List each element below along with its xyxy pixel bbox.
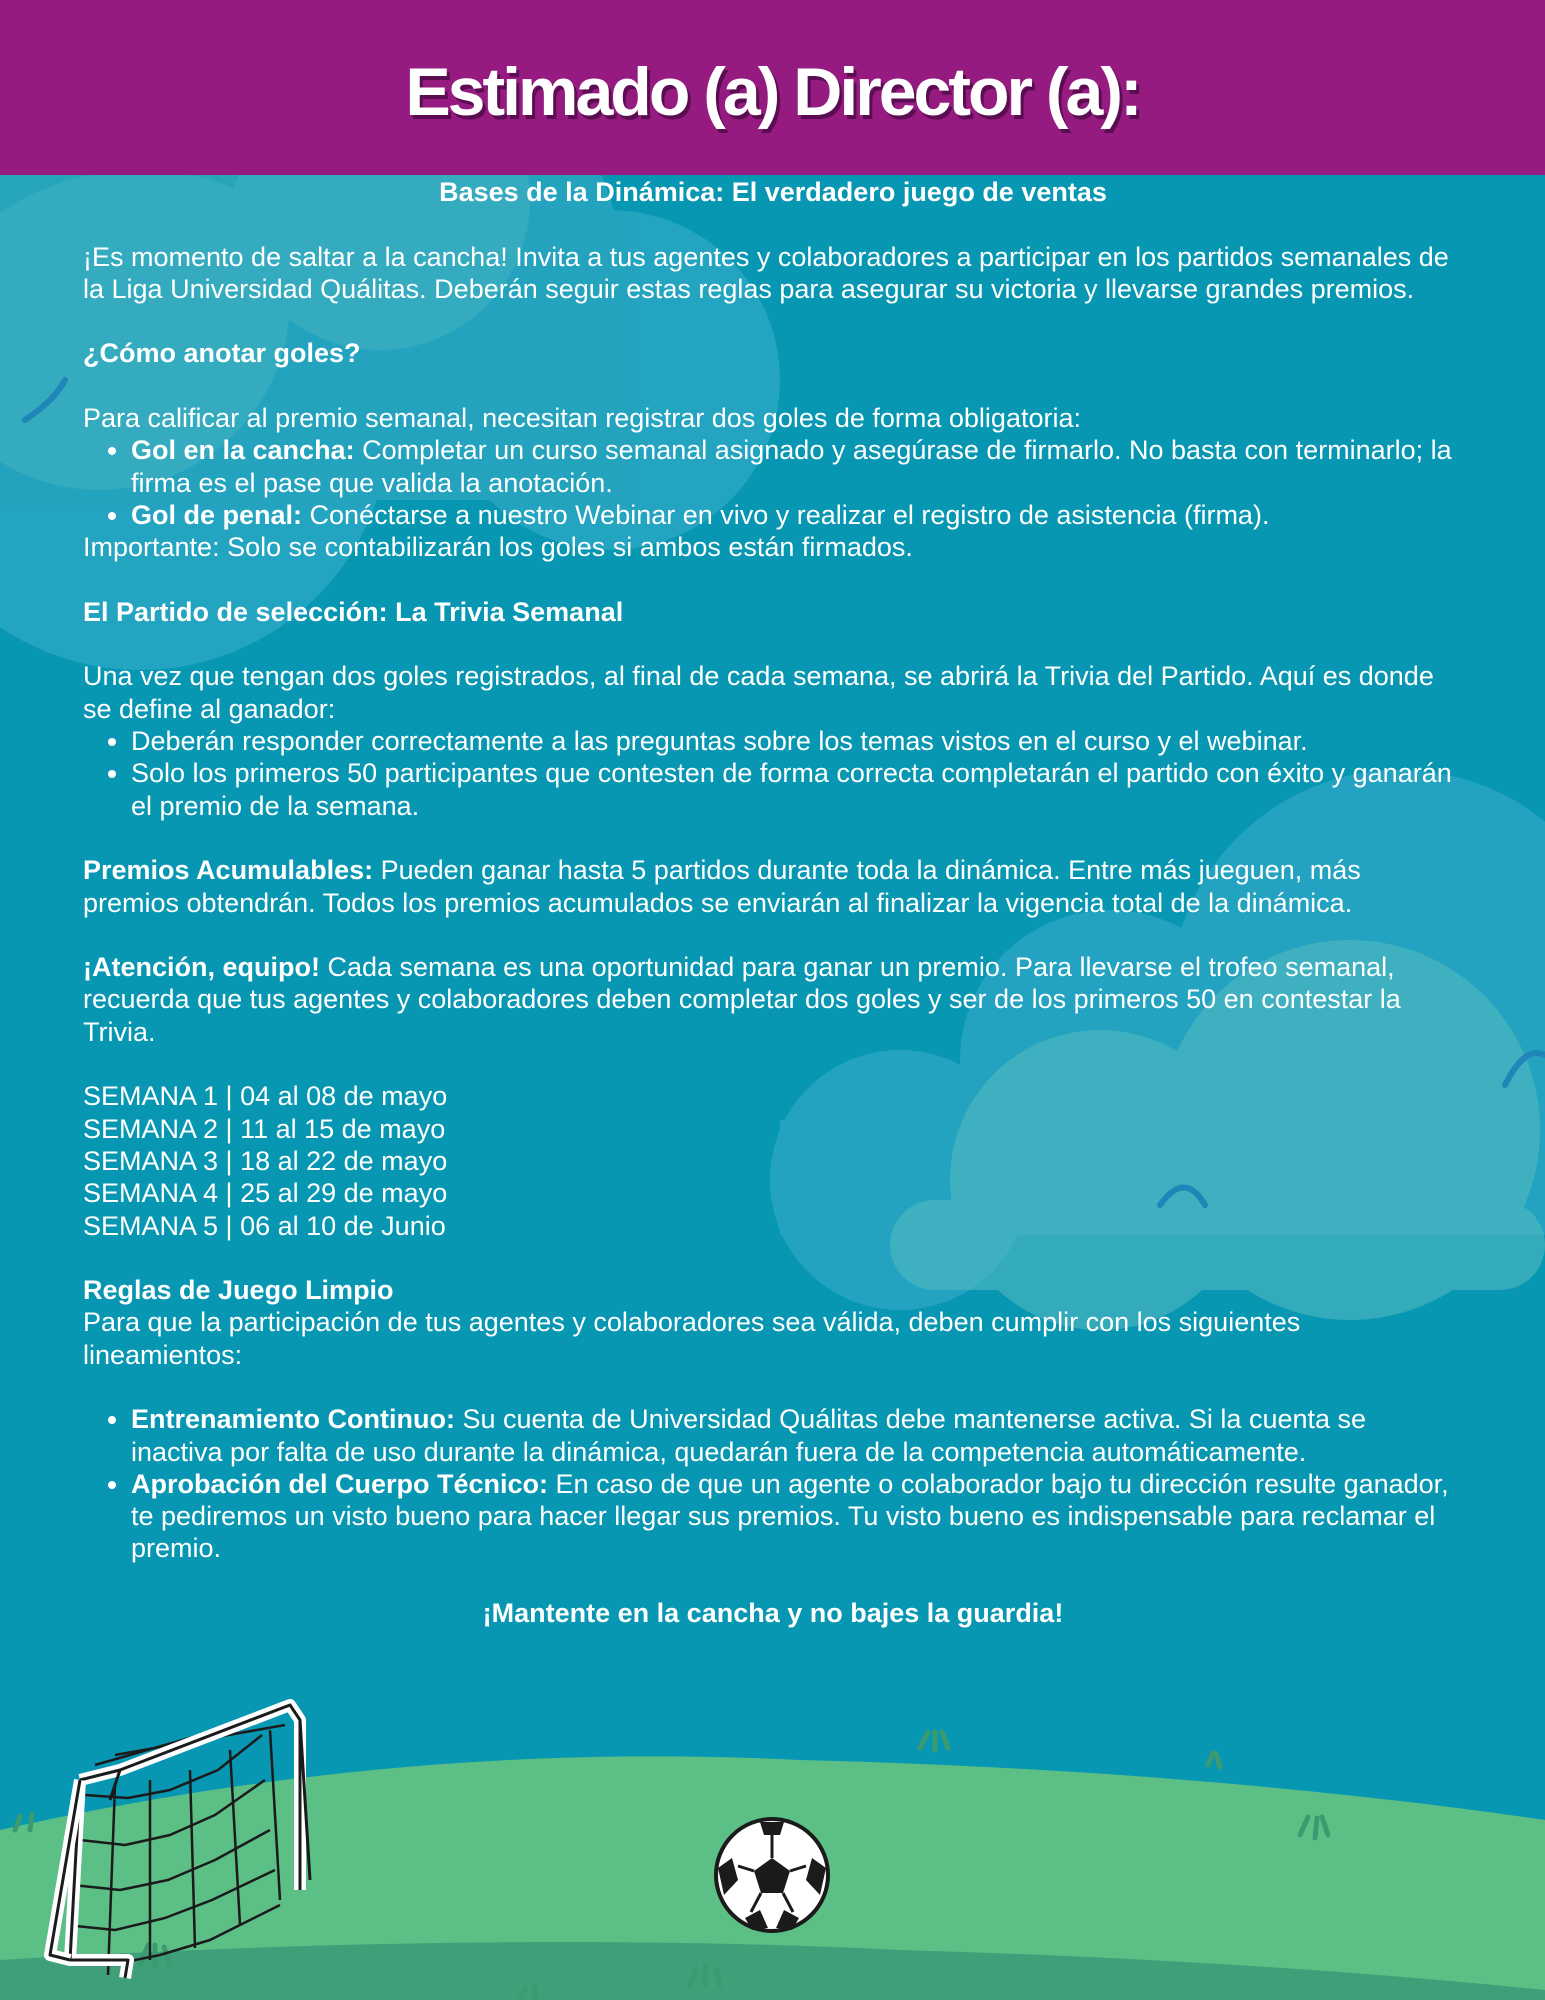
list-item: • Deberán responder correctamente a las preguntas sobre los temas vistos en el curso y el webinar. (131, 725, 1463, 757)
closing-message: ¡Mantente en la cancha y no bajes la guardia! (482, 1598, 1064, 1629)
list-item: • Aprobación del Cuerpo Técnico: En caso de que un agente o colaborador bajo tu dirección resulte ganador, te pediremos un visto bueno para hacer llegar sus premios. Tu visto bueno es indispensable para reclamar el premio. (131, 1468, 1463, 1565)
header-banner (0, 0, 1545, 175)
rules-heading: Reglas de Juego Limpio (83, 1275, 394, 1306)
rules-list (83, 1403, 1463, 1564)
prizes-paragraph: Premios Acumulables: Pueden ganar hasta 5 partidos durante toda la dinámica. Entre más jueguen, más premios obtendrán. Todos los premios acumulados se enviarán al finalizar la vigencia total de la dinámica. (83, 855, 1361, 918)
goals-list (83, 434, 1463, 531)
trivia-lead: Una vez que tengan dos goles registrados, al final de cada semana, se abrirá la Trivia del Partido. Aquí es donde se define al ganador: (83, 661, 1434, 724)
rules-lead: Para que la participación de tus agentes y colaboradores sea válida, deben cumplir con los siguientes lineamientos: (83, 1307, 1301, 1370)
week-schedule-item: SEMANA 2 | 11 al 15 de mayo (83, 1113, 446, 1144)
week-schedule-item: SEMANA 4 | 25 al 29 de mayo (83, 1178, 448, 1209)
trivia-list (83, 725, 1463, 822)
goals-heading: ¿Cómo anotar goles? (83, 338, 361, 369)
week-schedule-item: SEMANA 5 | 06 al 10 de Junio (83, 1210, 446, 1241)
goals-note: Importante: Solo se contabilizarán los goles si ambos están firmados. (83, 532, 913, 563)
week-schedule-item: SEMANA 3 | 18 al 22 de mayo (83, 1145, 448, 1176)
goals-lead: Para calificar al premio semanal, necesitan registrar dos goles de forma obligatoria: (83, 403, 1081, 434)
document-subtitle: Bases de la Dinámica: El verdadero juego de ventas (439, 177, 1107, 207)
list-item: • Gol de penal: Conéctarse a nuestro Webinar en vivo y realizar el registro de asistencia (firma). (131, 499, 1463, 531)
week-schedule-item: SEMANA 1 | 04 al 08 de mayo (83, 1081, 448, 1112)
list-item: • Solo los primeros 50 participantes que contesten de forma correcta completarán el partido con éxito y ganarán el premio de la semana. (131, 757, 1463, 822)
intro-paragraph: ¡Es momento de saltar a la cancha! Invita a tus agentes y colaboradores a participar en los partidos semanales de la Liga Universidad Quálitas. Deberán seguir estas reglas para asegurar su victoria y llevarse grandes premios. (83, 241, 1449, 304)
list-item: • Gol en la cancha: Completar un curso semanal asignado y asegúrase de firmarlo. No basta con terminarlo; la firma es el pase que valida la anotación. (131, 434, 1463, 499)
soccer-ball-illustration (716, 1819, 828, 1931)
attention-paragraph: ¡Atención, equipo! Cada semana es una oportunidad para ganar un premio. Para llevarse el trofeo semanal, recuerda que tus agentes y colaboradores deben completar dos goles y ser de los primeros 50 en contestar la Trivia. (83, 952, 1401, 1047)
list-item: • Entrenamiento Continuo: Su cuenta de Universidad Quálitas debe mantenerse activa. Si la cuenta se inactiva por falta de uso durante la dinámica, quedarán fuera de la competencia automáticamente. (131, 1403, 1463, 1468)
trivia-heading: El Partido de selección: La Trivia Semanal (83, 596, 624, 627)
document-body (83, 176, 1463, 1629)
page-title: Estimado (a) Director (a): (405, 54, 1140, 130)
